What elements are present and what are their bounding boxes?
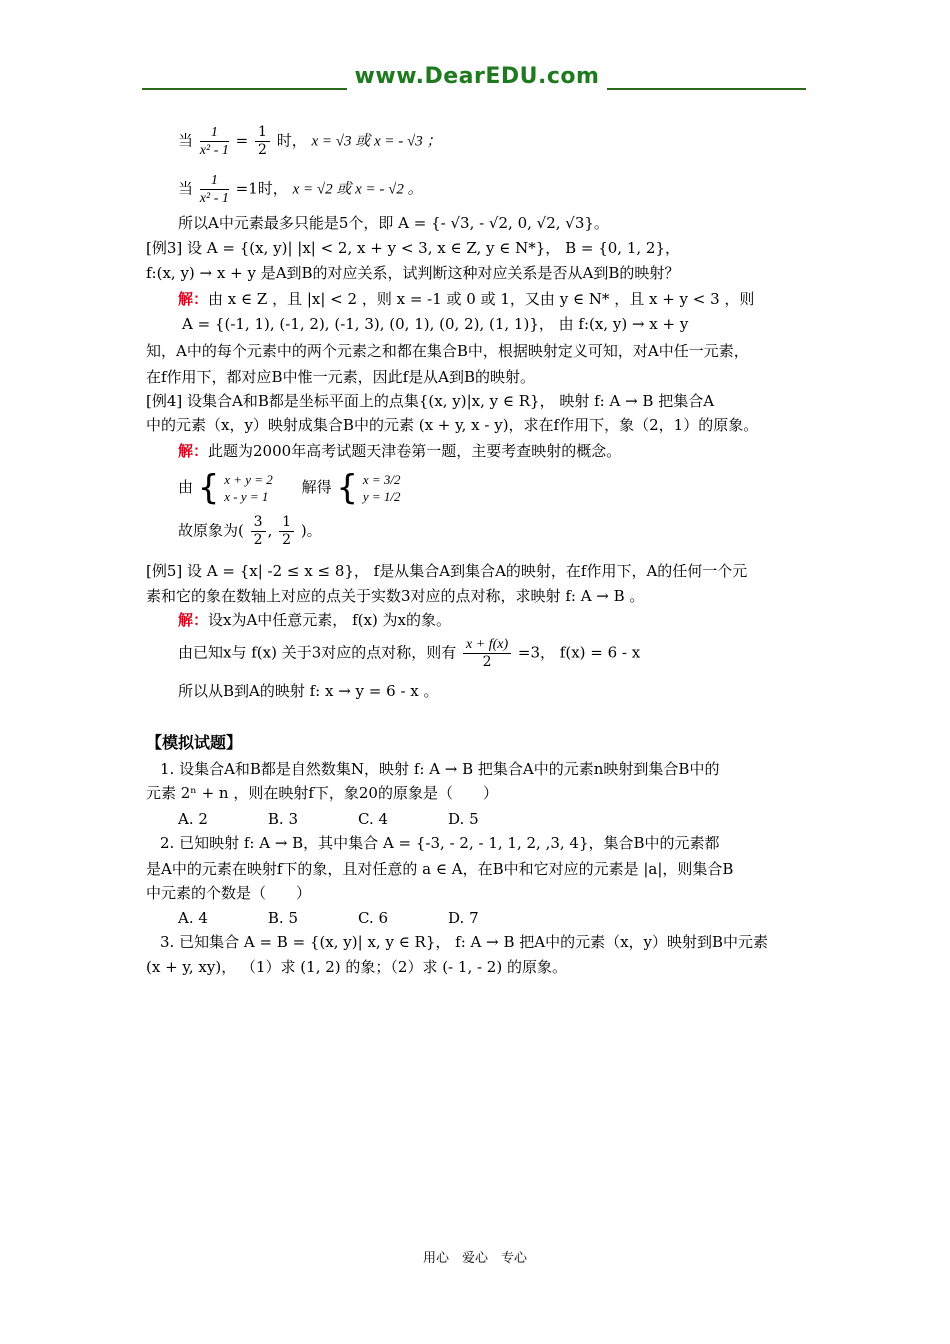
line-1 [178,124,442,159]
text: )。 [300,521,322,540]
text: = [235,131,249,150]
solution-system: x = 3/2 y = 1/2 [362,472,401,504]
fraction: $\frac{1}{\text{x² - 1}}$ [199,173,229,206]
equation-system: x + y = 2 x - y = 1 [224,472,273,504]
text: 此题为2000年高考试题天津卷第一题，主要考查映射的概念。 [208,442,622,460]
line-17 [178,609,451,631]
brace: { [336,468,359,508]
math: x = √2 或 x = - √2 。 [292,181,423,198]
question-2-text-3: 中元素的个数是（ ） [146,884,312,902]
solution-label: 解： [178,611,209,629]
line-13-system [178,464,400,510]
fraction: $\frac{1}{2}$ [255,124,270,159]
line-19: 所以从B到A的映射 f: x → y = 6 - x 。 [178,682,439,700]
question-3-text-2: (x + y, xy)， （1）求 (1, 2) 的象；（2）求 (- 1, - 2) 的原象。 [146,958,567,976]
text: =1时， [235,179,288,198]
text: 故原象为( [178,521,244,540]
line-9: 在f作用下，都对应B中惟一元素，因此f是从A到B的映射。 [146,368,535,386]
question-1-text: 1. 设集合A和B都是自然数集N，映射 f: A → B 把集合A中的元素n映射到集合B中的 [160,760,720,778]
text: 时， [276,131,307,150]
line-12 [178,440,621,462]
question-2-text: 2. 已知映射 f: A → B，其中集合 A = {-3, - 2, - 1, 1, 2, ,3, 4}，集合B中的元素都 [160,834,720,852]
text: 设x为A中任意元素， f(x) 为x的象。 [208,611,452,629]
line-5: f:(x, y) → x + y 是A到B的对应关系，试判断这种对应关系是否从A到B的映射？ [146,264,680,282]
line-16: 素和它的象在数轴上对应的点关于实数3对应的点对称，求映射 f: A → B 。 [146,587,645,605]
fraction: $\frac{1}{\text{x² - 1}}$ [199,125,229,158]
text: 当 [178,131,194,150]
fraction: $\frac{x + f(x)}{2}$ [463,636,511,671]
solution-label: 解： [178,290,209,308]
text: =3， f(x) = 6 - x [517,643,641,662]
question-1-options: A. 2 B. 3 C. 4 D. 5 [178,810,479,828]
fraction: $\frac{3}{2}$ [251,514,266,549]
line-7: A = {(-1, 1), (-1, 2), (-1, 3), (0, 1), (0, 2), (1, 1)}， 由 f:(x, y) → x + y [182,315,689,333]
math: x = √3 或 x = - √3 ； [311,133,442,150]
line-8: 知，A中的每个元素中的两个元素之和都在集合B中，根据映射定义可知，对A中任一元素， [146,342,749,360]
question-1-text-2: 元素 2ⁿ + n ，则在映射f下，象20的原象是（ ） [146,784,498,802]
line-6 [178,288,754,310]
page-footer: 用心 爱心 专心 [422,1251,527,1266]
site-logo-text: www.DearEDU.com [347,62,607,92]
line-11: 中的元素（x，y）映射成集合B中的元素 (x + y, x - y)，求在f作用下，象（2，1）的原象。 [146,416,759,434]
example-4-title: [例4] 设集合A和B都是坐标平面上的点集{(x, y)|x, y ∈ R}， 映射 f: A → B 把集合A [146,392,715,410]
fraction: $\frac{1}{2}$ [279,514,294,549]
line-14: 故原象为( $\frac{3}{2}$ , $\frac{1}{2}$ )。 [178,514,322,548]
text: 当 [178,179,194,198]
question-2-options: A. 4 B. 5 C. 6 D. 7 [178,909,479,927]
text: 由 x ∈ Z ，且 |x| < 2 ，则 x = -1 或 0 或 1，又由 y ∈ N* ，且 x + y < 3 ，则 [208,290,755,308]
text: 由已知x与 f(x) 关于3对应的点对称，则有 [178,643,457,662]
example-5-title: [例5] 设 A = {x| -2 ≤ x ≤ 8}， f是从集合A到集合A的映射，在f作用下，A的任何一个元 [146,562,748,580]
text: 解得 [301,478,332,496]
line-2 [178,172,423,207]
line-18 [178,636,640,671]
text: 由 [178,478,194,496]
solution-label: 解： [178,442,209,460]
question-2-text-2: 是A中的元素在映射f下的象，且对任意的 a ∈ A，在B中和它对应的元素是 |a|，则集合B [146,860,734,878]
question-3-text: 3. 已知集合 A = B = {(x, y)| x, y ∈ R}， f: A → B 把A中的元素（x，y）映射到B中元素 [160,933,769,951]
section-title: 【模拟试题】 [146,733,243,752]
header-banner [142,62,806,92]
brace: { [197,468,220,508]
line-3: 所以A中元素最多只能是5个，即 A = {- √3, - √2, 0, √2, √3}。 [178,214,609,232]
example-3-title: [例3] 设 A = {(x, y)| |x| < 2, x + y < 3, x ∈ Z, y ∈ N*}， B = {0, 1, 2}， [146,239,680,257]
